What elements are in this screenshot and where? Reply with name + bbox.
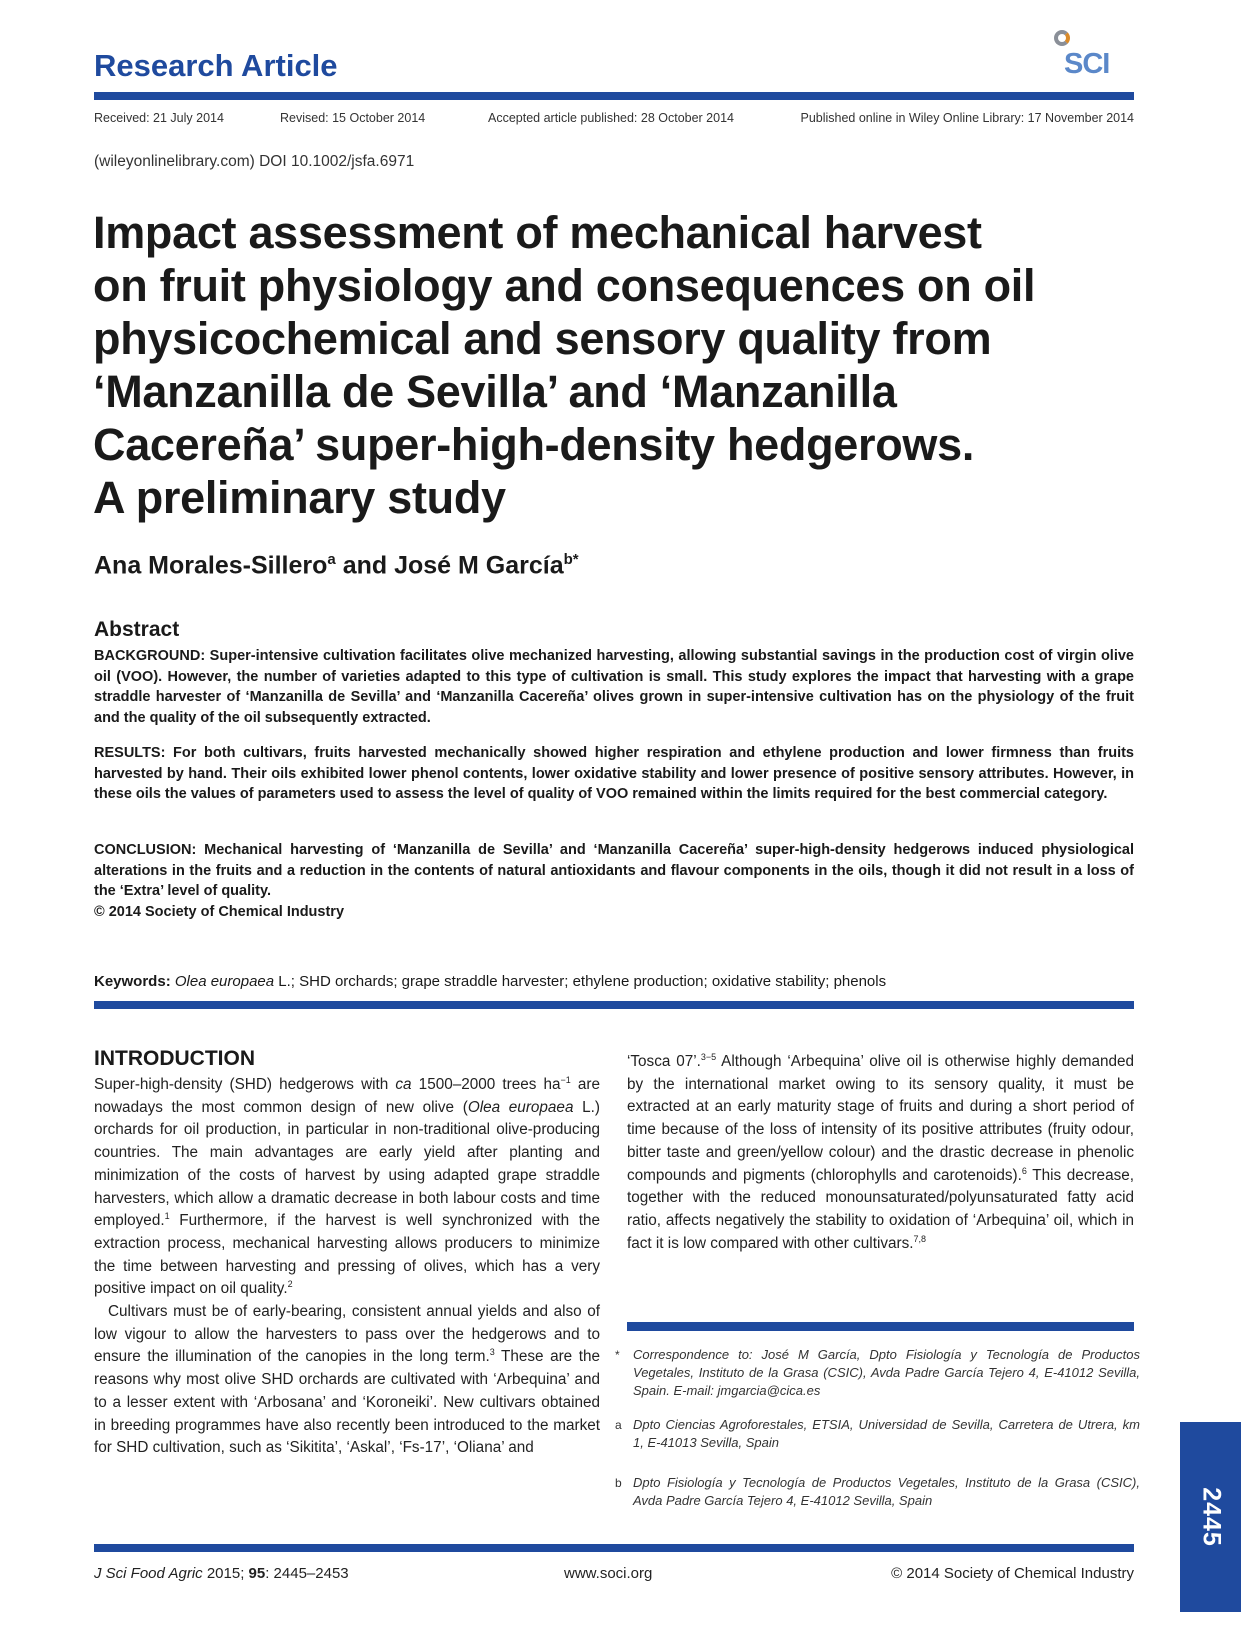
doi: (wileyonlinelibrary.com) DOI 10.1002/jsfa.6971 [94, 153, 415, 170]
footer-rule [94, 1544, 1134, 1552]
citation: 1 [164, 1211, 170, 1222]
keywords-list: L.; SHD orchards; grape straddle harvester; ethylene production; oxidative stability; phenols [274, 973, 887, 990]
keywords-label: Keywords: [94, 973, 171, 990]
footnote-mark: * [615, 1348, 620, 1362]
received-date: Received: 21 July 2014 [94, 111, 224, 125]
title-line: ‘Manzanilla de Sevilla’ and ‘Manzanilla [93, 366, 897, 417]
citation: 7,8 [913, 1233, 927, 1244]
citation: 3−5 [700, 1051, 717, 1062]
article-title [93, 206, 1093, 524]
title-line: Cacereña’ super-high-density hedgerows. [93, 419, 975, 470]
citation: 6 [1021, 1165, 1027, 1176]
journal-website[interactable]: www.soci.org [564, 1565, 653, 1582]
keywords [94, 973, 1134, 990]
page-number-tab [1180, 1422, 1241, 1612]
abstract-heading: Abstract [94, 618, 180, 641]
intro-left-column [94, 1074, 600, 1460]
accepted-date: Accepted article published: 28 October 2014 [488, 111, 734, 125]
section-heading: INTRODUCTION [94, 1047, 255, 1070]
footnote-mark: a [615, 1418, 622, 1432]
logo-text: SCI [1064, 48, 1110, 80]
authors [94, 551, 579, 580]
author-name: José M García [394, 551, 564, 580]
title-line: A preliminary study [93, 472, 506, 523]
citation: 2 [287, 1279, 293, 1290]
abstract-background: BACKGROUND: Super-intensive cultivation facilitates olive mechanized harvesting, allowing substantial savings in the production cost of virgin olive oil (VOO). However, the number of varieties adapted to this type of cultivation is small. This study explores the impact that harvesting with a grape straddle harvester of ‘Manzanilla de Sevilla’ and ‘Manzanilla Cacereña’ olives grown in super-intensive cultivation has on the physiology of the fruit and the quality of the oil subsequently extracted. [94, 648, 1134, 726]
intro-right-column [627, 1051, 1134, 1255]
author-name: Ana Morales-Sillero [94, 551, 328, 580]
affiliation-mark: a [327, 551, 336, 568]
logo-ring-icon [1054, 30, 1070, 46]
abstract-conclusion-block [94, 840, 1134, 922]
affiliation-b: b Dpto Fisiología y Tecnología de Productos Vegetales, Instituto de la Grasa (CSIC), Avda Padre García Tejero 4, E-41012 Sevilla, Spain [615, 1475, 1140, 1508]
revised-date: Revised: 15 October 2014 [280, 111, 426, 125]
affiliation-a: a Dpto Ciencias Agroforestales, ETSIA, Universidad de Sevilla, Carretera de Utrera, km 1, E-41013 Sevilla, Spain [615, 1417, 1140, 1450]
correspondence-note: * Correspondence to: José M García, Dpto Fisiología y Tecnología de Productos Vegetales, Instituto de la Grasa (CSIC), Avda Padre García Tejero 4, E-41012 Sevilla, Spain. E-mail: jmgarcia@cica.es [615, 1347, 1140, 1398]
journal-citation: J Sci Food Agric 2015; 95: 2445–2453 [94, 1565, 349, 1582]
title-line: physicochemical and sensory quality from [93, 313, 992, 364]
footer-copyright: © 2014 Society of Chemical Industry [891, 1565, 1134, 1582]
abstract-conclusion: CONCLUSION: Mechanical harvesting of ‘Manzanilla de Sevilla’ and ‘Manzanilla Cacereña’ super-high-density hedgerows induced physiological alterations in the fruits and a reduction in the contents of natural antioxidants and flavour components in the oils, though it did not result in a loss of the ‘Extra’ level of quality. [94, 842, 1134, 899]
abstract-rule [94, 1001, 1134, 1009]
published-date: Published online in Wiley Online Library: 17 November 2014 [800, 111, 1134, 125]
paragraph: Super-high-density (SHD) hedgerows with ca 1500–2000 trees $ha^{-1}$ are nowadays the most common design of new olive (Olea europaea L.) orchards for oil production, in particular in non-traditional olive-producing countries. The main advantages are early yield after planting and minimization of the costs of harvest by using adapted grape straddle harvesters, which allow a dramatic decrease in both labour costs and time employed.$^1$ Furthermore, if the harvest is well synchronized with the extraction process, mechanical harvesting allows producers to minimize the time between harvesting and pressing of olives, which has a very positive impact on oil quality.$^2$ [94, 1074, 601, 1298]
paragraph: ‘Tosca 07’.$^{3-5}$ Although ‘Arbequina’ olive oil is otherwise highly demanded by the international market owing to its sensory quality, it must be extracted at an early maturity stage of fruits and during a short period of time because of the loss of intensity of its positive attributes (fruity odour, bitter taste and green/yellow colour) and the drastic decrease in phenolic compounds and pigments (chlorophylls and carotenoids).$^6$ This decrease, together with the reduced monounsaturated/polyunsaturated fatty acid ratio, affects negatively the stability to oxidation of ‘Arbequina’ oil, which in fact it is low compared with other cultivars.$^{7,8}$ [627, 1051, 1134, 1252]
affiliation-mark: b* [563, 551, 579, 568]
keyword-species: Olea europaea [174, 973, 275, 990]
title-line: on fruit physiology and consequences on oil [93, 260, 1036, 311]
header-rule [94, 92, 1134, 100]
page-number: 2445 [1197, 1487, 1225, 1547]
title-line: Impact assessment of mechanical harvest [93, 207, 982, 258]
footnote-mark: b [615, 1476, 622, 1490]
section-label: Research Article [94, 48, 338, 83]
footnote-rule [627, 1322, 1134, 1331]
citation: 3 [489, 1347, 495, 1358]
author-join: and [335, 551, 395, 580]
abstract-copyright: © 2014 Society of Chemical Industry [94, 903, 345, 920]
paragraph: Cultivars must be of early-bearing, consistent annual yields and also of low vigour to allow the harvesters to pass over the hedgerows and to ensure the illumination of the canopies in the long term.$^3$ These are the reasons why most olive SHD orchards are cultivated with ‘Arbequina’ and to a lesser extent with ‘Arbosana’ and ‘Koroneiki’. New cultivars obtained in breeding programmes have also recently been introduced to the market for SHD cultivation, such as ‘Sikitita’, ‘Askal’, ‘Fs-17’, ‘Oliana’ and [94, 1303, 600, 1457]
sci-logo [1052, 28, 1128, 84]
abstract-results: RESULTS: For both cultivars, fruits harvested mechanically showed higher respiration and ethylene production and lower firmness than fruits harvested by hand. Their oils exhibited lower phenol contents, lower oxidative stability and lower presence of positive sensory attributes. However, in these oils the values of parameters used to assess the level of quality of VOO remained within the limits required for the best commercial category. [94, 745, 1134, 802]
